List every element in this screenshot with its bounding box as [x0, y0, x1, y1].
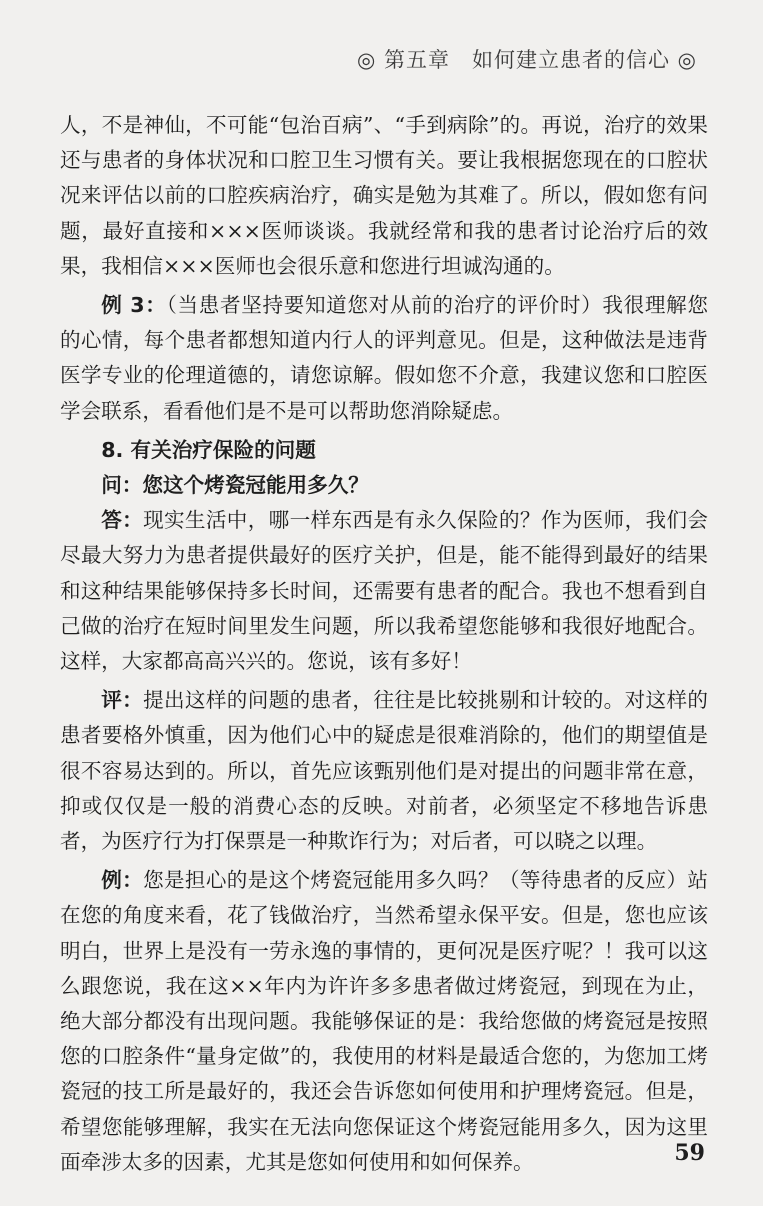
question-line: 问：您这个烤瓷冠能用多久？	[101, 473, 369, 498]
chapter-header: ◎ 第五章 如何建立患者的信心 ◎	[357, 48, 697, 72]
example-text: 您是担心的是这个烤瓷冠能用多久吗？（等待患者的反应）站在您的角度来看，花了钱做治疗，当然希望永保平安。但是，您也应该明白，世界上是没有一劳永逸的事情的，更何况是医疗呢？！我可以这么跟您说，我在这××年内为许许多多患者做过烤瓷冠，到现在为止，绝大部分都没有出现问题。我能够保证的是：我给您做的烤瓷冠是按照您的口腔条件“量身定做”的，我使用的材料是最适合您的，为您加工烤瓷冠的技工所是最好的，我还会告诉您如何使用和护理烤瓷冠。但是，希望您能够理解，我实在无法向您保证这个烤瓷冠能用多久，因为这里面牵涉太多的因素，尤其是您如何使用和如何保养。	[60, 868, 708, 1174]
comment-text: 提出这样的问题的患者，往往是比较挑剔和计较的。对这样的患者要格外慎重，因为他们心中的疑虑是很难消除的，他们的期望值是很不容易达到的。所以，首先应该甄别他们是对提出的问题非常在意，抑或仅仅是一般的消费心态的反映。对前者，必须坚定不移地告诉患者，为医疗行为打保票是一种欺诈行为；对后者，可以晓之以理。	[60, 688, 708, 854]
page-number: 59	[674, 1140, 705, 1166]
answer-label: 答：	[101, 508, 144, 533]
section-heading: 8. 有关治疗保险的问题	[101, 437, 316, 462]
paragraph-example-3	[60, 288, 708, 429]
paragraph-example	[60, 863, 708, 1180]
example-3-label: 例 3：	[101, 293, 167, 318]
example-3-text: （当患者坚持要知道您对从前的治疗的评价时）我很理解您的心情，每个患者都想知道内行人的评判意见。但是，这种做法是违背医学专业的伦理道德的，请您谅解。假如您不介意，我建议您和口腔医学会联系，看看他们是不是可以帮助您消除疑虑。	[60, 293, 709, 423]
paragraph-continuation: 人，不是神仙，不可能“包治百病”、“手到病除”的。再说，治疗的效果还与患者的身体状况和口腔卫生习惯有关。要让我根据您现在的口腔状况来评估以前的口腔疾病治疗，确实是勉为其难了。所以，假如您有问题，最好直接和×××医师谈谈。我就经常和我的患者讨论治疗后的效果，我相信×××医师也会很乐意和您进行坦诚沟通的。	[60, 113, 708, 278]
page-body	[60, 108, 708, 1180]
example-label: 例：	[101, 868, 144, 893]
paragraph-comment	[60, 683, 708, 859]
answer-text: 现实生活中，哪一样东西是有永久保险的？作为医师，我们会尽最大努力为患者提供最好的医疗关护，但是，能不能得到最好的结果和这种结果能够保持多长时间，还需要有患者的配合。我也不想看到自己做的治疗在短时间里发生问题，所以我希望您能够和我很好地配合。这样，大家都高高兴兴的。您说，该有多好！	[60, 508, 708, 674]
paragraph-answer	[60, 503, 708, 679]
comment-label: 评：	[101, 688, 144, 713]
